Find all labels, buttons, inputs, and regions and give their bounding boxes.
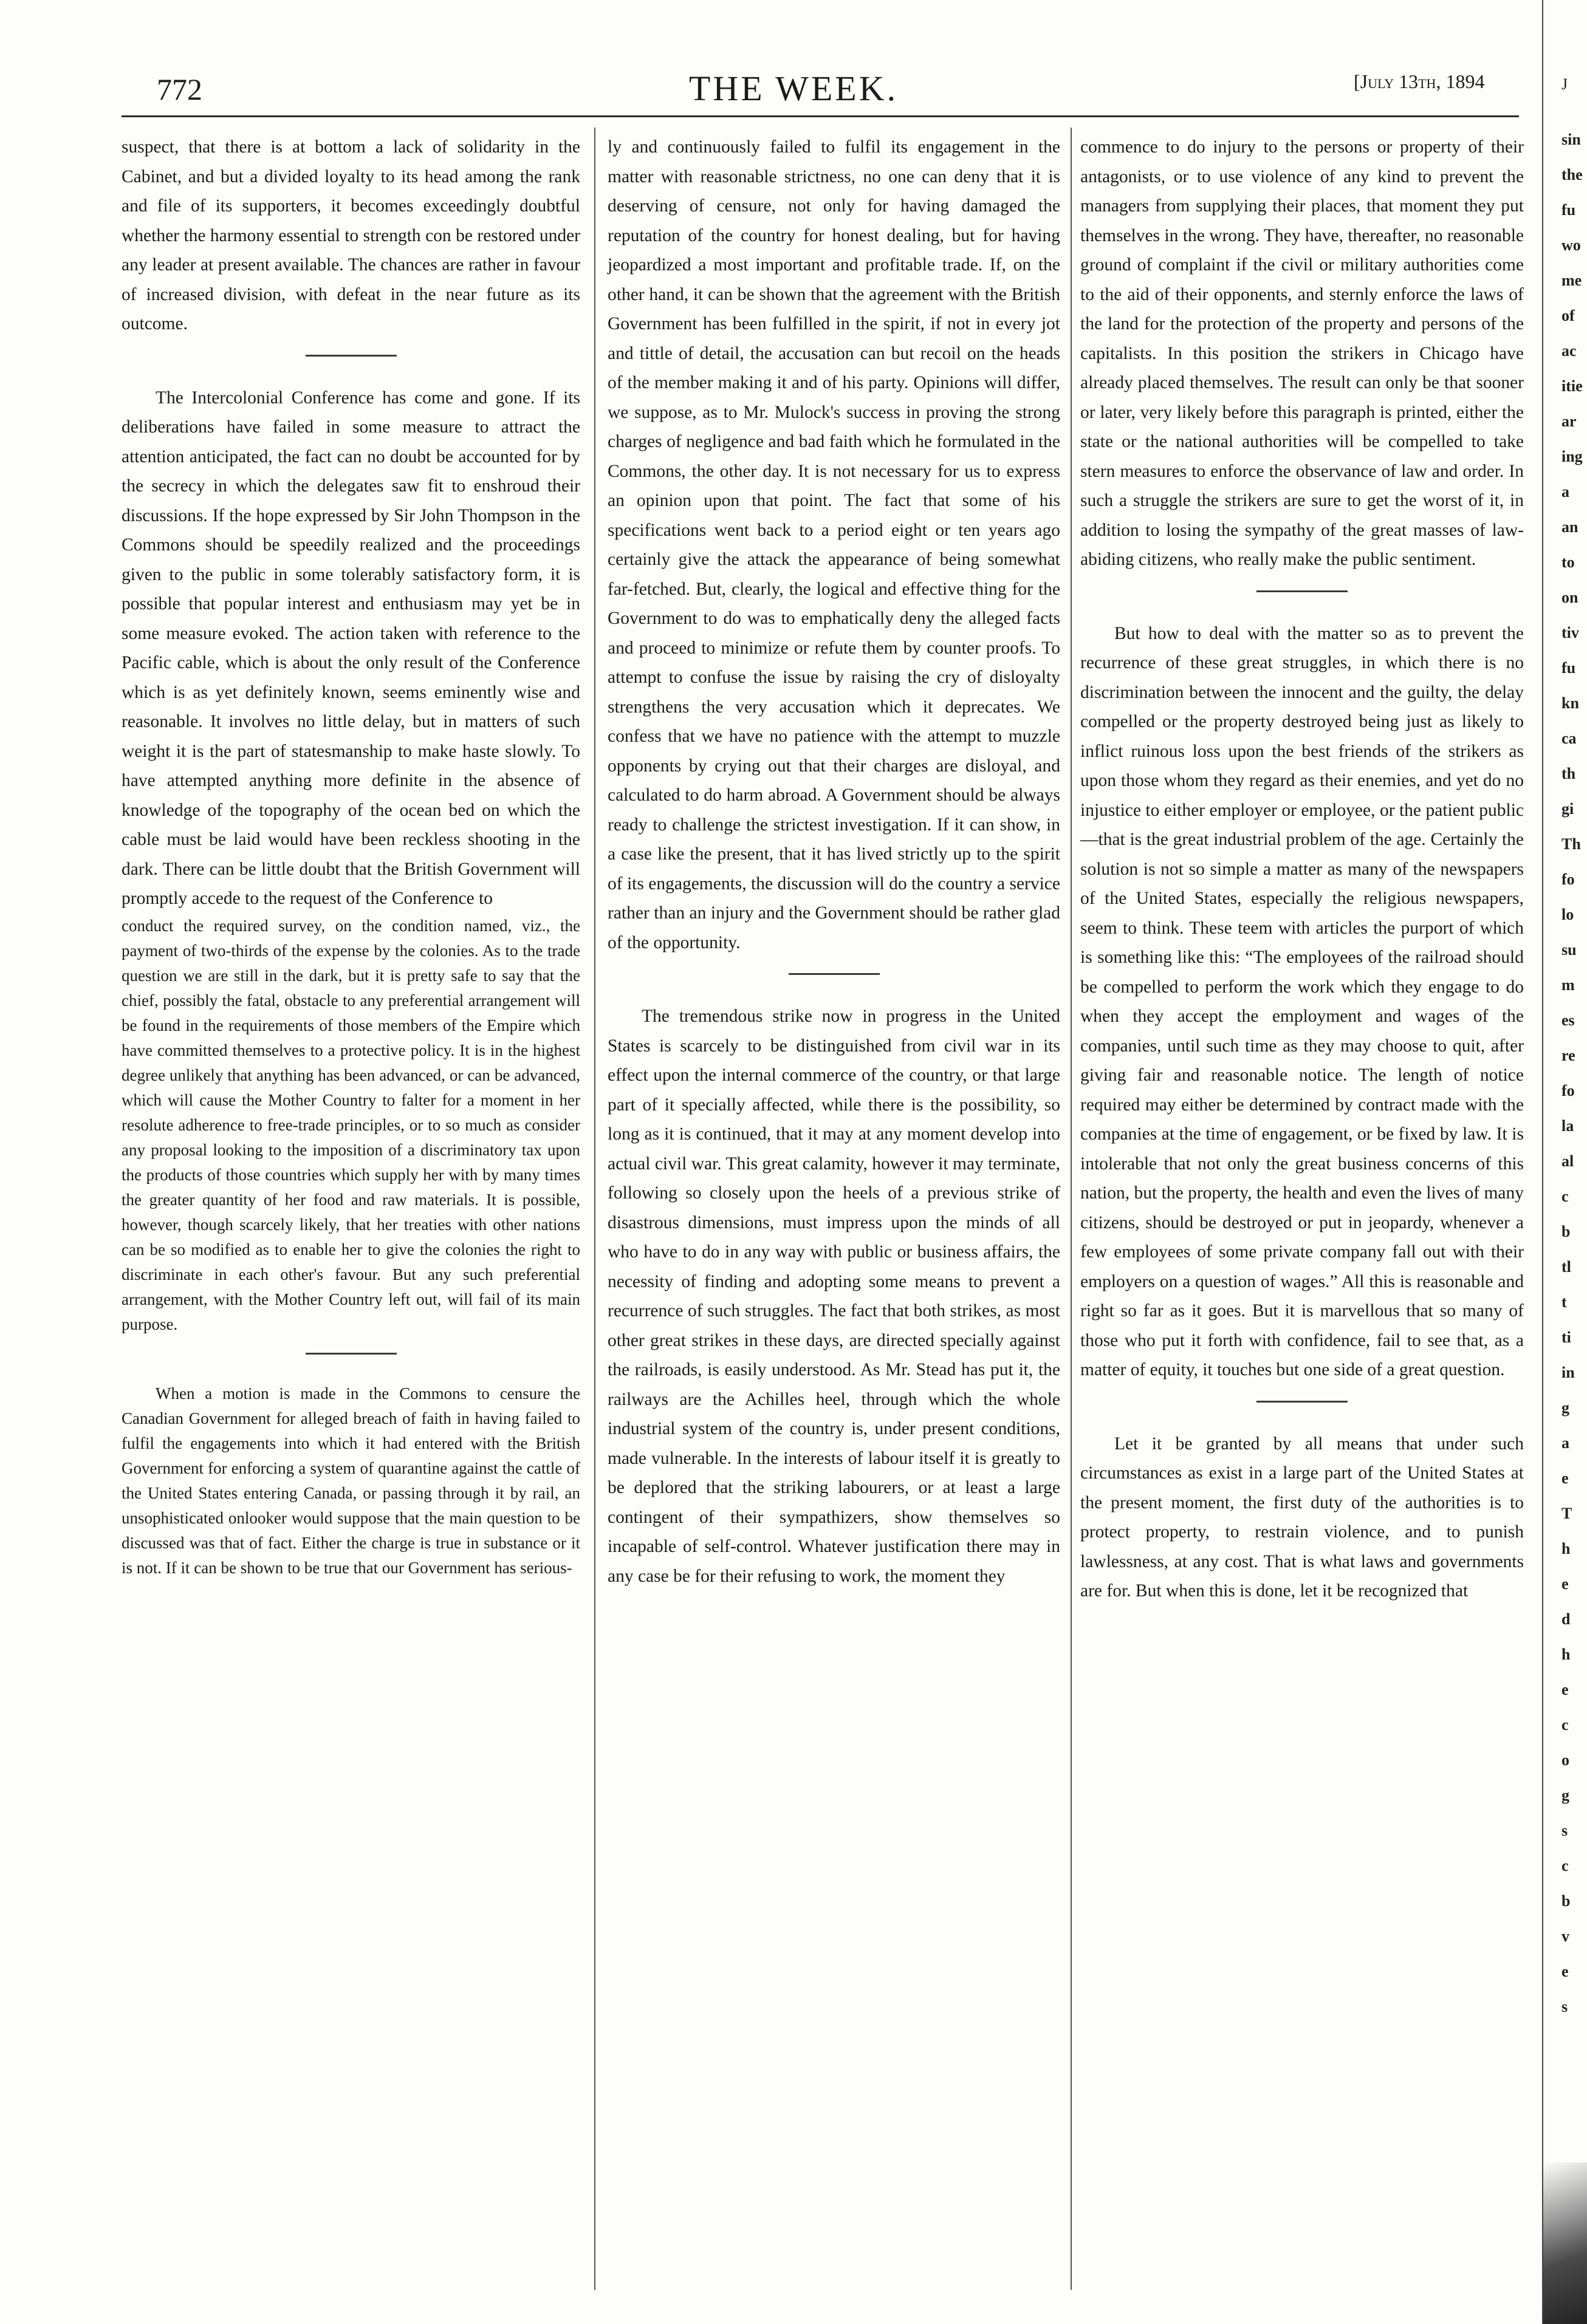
- facing-page-fragment: ar: [1561, 412, 1577, 430]
- facing-page-fragment: a: [1561, 1434, 1569, 1452]
- facing-page-fragment: Th: [1561, 835, 1581, 853]
- facing-page-fragment: d: [1561, 1610, 1571, 1628]
- facing-page-fragment: c: [1561, 1188, 1569, 1205]
- section-separator: [306, 1353, 397, 1355]
- page-curl-shadow: [1543, 2162, 1587, 2324]
- facing-page-fragment: su: [1561, 941, 1577, 959]
- paragraph: Let it be granted by all means that under such circumstances as exist in a large part of the United States at the present moment, the first duty of the authorities is to protect property, to restrain violence, and to punish lawlessness, at any cost. That is what laws and governments are for. But when this is done, let it be recognized that: [1080, 1434, 1524, 1601]
- facing-page-fragment: wo: [1561, 236, 1581, 254]
- facing-page-fragment: re: [1561, 1047, 1575, 1064]
- facing-page-fragment: sin: [1561, 131, 1581, 148]
- facing-page-fragment: ti: [1561, 1328, 1571, 1346]
- facing-page-fragment: e: [1561, 1469, 1569, 1487]
- column-divider: [1071, 128, 1072, 2290]
- paragraph: conduct the required survey, on the condition named, viz., the payment of two-thirds of the expense by the colonies. As to the trade question we are still in the dark, but it is pretty safe to say that the chief, possibly the fatal, obstacle to any preferential arrangement will be found in the requirements of those members of the Empire which have committed themselves to a protective policy. It is in the highest degree unlikely that anything has been advanced, or can be advanced, which will cause the Mother Country to falter for a moment in her resolute adherence to free-trade principles, or to so much as consider any proposal looking to the imposition of a discriminatory tax upon the products of those countries which supply her with by many times the greater quantity of her food and raw materials. It is possible, however, though scarcely likely, that her treaties with other nations can be so modified as to enable her to give the colonies the right to discriminate in each other's favour. But any such preferential arrangement, with the Mother Country left out, will fail of its main purpose.: [122, 916, 580, 1333]
- facing-page-fragment: th: [1561, 765, 1576, 782]
- facing-page-fragment: fu: [1561, 201, 1576, 219]
- facing-page-fragment: to: [1561, 553, 1575, 571]
- paragraph: ly and continuously failed to fulfil its engagement in the matter with reasonable strictness, no one can deny that it is deserving of censure, not only for having damaged the reputation of the country for honest dealing, but for having jeopardized a most important and profitable trade. If, on the other hand, it can be shown that the agreement with the British Government has been fulfilled in the spirit, if not in every jot and tittle of detail, the accusation can but recoil on the heads of the member making it and of his party. Opinions will differ, we suppose, as to Mr. Mulock's success in proving the strong charges of negligence and bad faith which he formulated in the Commons, the other day. It is not necessary for us to express an opinion upon that point. The fact that some of his specifications went back to a period eight or ten years ago certainly give the attack the appearance of being somewhat far-fetched. But, clearly, the logical and effective thing for the Government to do was to emphatically deny the alleged facts and proceed to minimize or refute them by counter proofs. To attempt to confuse the issue by raising the cry of disloyalty strengthens the very accusation which it deprecates. We confess that we have no patience with the attempt to muzzle opponents by crying out that their charges are disloyal, and calculated to do harm abroad. A Government should be always ready to challenge the strictest investigation. If it can show, in a case like the present, that it has lived strictly up to the spirit of its engagements, the discussion will do the country a service rather than an injury and the Government should be rather glad of the opportunity.: [608, 137, 1060, 952]
- paragraph: The Intercolonial Conference has come and gone. If its deliberations have failed in some measure to attract the attention anticipated, the fact can no doubt be accounted for by the secrecy in which the delegates saw fit to enshroud their discussions. If the hope expressed by Sir John Thompson in the Commons should be speedily realized and the proceedings given to the public in some tolerably satisfactory form, it is possible that popular interest and enthusiasm may yet be in some measure evoked. The action taken with reference to the Pacific cable, which is about the only result of the Conference which is as yet definitely known, seems eminently wise and reasonable. It involves no little delay, but in matters of such weight it is the part of statesmanship to make haste slowly. To have attempted anything more definite in the absence of knowledge of the topography of the ocean bed on which the cable must be laid would have been reckless shooting in the dark. There can be little doubt that the British Government will promptly accede to the request of the Conference to: [122, 388, 580, 908]
- masthead-title: THE WEEK.: [688, 69, 899, 108]
- facing-page-fragment: c: [1561, 1857, 1569, 1875]
- facing-page-fragment: fu: [1561, 659, 1576, 677]
- facing-page-fragment: es: [1561, 1011, 1575, 1029]
- column-1: [122, 132, 580, 1581]
- facing-page-fragment: s: [1561, 1998, 1568, 2015]
- facing-page-fragment: lo: [1561, 906, 1574, 923]
- facing-page-fragment: b: [1561, 1892, 1571, 1910]
- facing-page-fragment: tl: [1561, 1258, 1571, 1276]
- paragraph: The tremendous strike now in progress in the United States is scarcely to be distinguished from civil war in its effect upon the internal commerce of the country, or that large part of it specially affected, while there is the possibility, so long as it is continued, that it may at any moment develop into actual civil war. This great calamity, however it may terminate, following so closely upon the heels of a previous strike of disastrous dimensions, must impress upon the minds of all who have to do in any way with public or business affairs, the necessity of finding and adopting some means to prevent a recurrence of such struggles. The fact that both strikes, as most other great strikes in these days, are directed specially against the railroads, is easily understood. As Mr. Stead has put it, the railways are the Achilles heel, through which the whole industrial system of the country is, under present conditions, made vulnerable. In the interests of labour itself it is greatly to be deplored that the striking labourers, or at least a large contingent of their sympathizers, show themselves so incapable of self-control. Whatever justification there may in any case be for their refusing to work, the moment they: [608, 1006, 1060, 1586]
- facing-page-fragment: gi: [1561, 800, 1574, 818]
- facing-page-fragment: ac: [1561, 342, 1577, 360]
- facing-page-fragment: h: [1561, 1646, 1571, 1663]
- section-separator: [1256, 590, 1348, 592]
- section-separator: [789, 973, 880, 975]
- facing-page-fragment: kn: [1561, 694, 1579, 712]
- facing-page-fragment: s: [1561, 1822, 1568, 1839]
- facing-page-fragment: la: [1561, 1117, 1574, 1135]
- facing-page-fragment: b: [1561, 1223, 1571, 1240]
- facing-page-fragment: in: [1561, 1364, 1575, 1381]
- facing-page-fragment: e: [1561, 1963, 1569, 1980]
- facing-page-edge: [1542, 0, 1587, 2324]
- facing-page-fragment: e: [1561, 1575, 1569, 1593]
- facing-page-fragment: e: [1561, 1681, 1569, 1698]
- facing-page-fragment: al: [1561, 1152, 1574, 1170]
- facing-page-letter: J: [1561, 75, 1568, 93]
- facing-page-fragment: m: [1561, 976, 1575, 994]
- page-number: 772: [157, 72, 202, 106]
- facing-page-fragment: a: [1561, 483, 1569, 501]
- facing-page-fragment: fo: [1561, 870, 1575, 888]
- paragraph: commence to do injury to the persons or property of their antagonists, or to use violence of any kind to prevent the managers from supplying their places, that moment they put themselves in the wrong. They have, thereafter, no reasonable ground of complaint if the civil or military authorities come to the aid of their opponents, and sternly enforce the laws of the land for the protection of the property and persons of the capitalists. In this position the strikers in Chicago have already placed themselves. The result can only be that sooner or later, very likely before this paragraph is printed, either the state or the national authorities will be compelled to take stern measures to enforce the observance of law and order. In such a struggle the strikers are sure to get the worst of it, in addition to losing the sympathy of the great masses of law-abiding citizens, who really make the public sentiment.: [1080, 137, 1524, 569]
- facing-page-fragment: o: [1561, 1751, 1569, 1769]
- facing-page-fragment: c: [1561, 1716, 1569, 1734]
- facing-page-fragment: itie: [1561, 377, 1583, 395]
- facing-page-fragment: t: [1561, 1293, 1567, 1311]
- facing-page-fragment: me: [1561, 272, 1582, 289]
- header-rule: [122, 115, 1519, 117]
- column-2: [608, 132, 1060, 1591]
- facing-page-fragment: h: [1561, 1540, 1571, 1557]
- facing-page-fragment: ing: [1561, 448, 1583, 465]
- column-3: [1080, 132, 1524, 1606]
- facing-page-fragment: on: [1561, 589, 1578, 606]
- facing-page-fragment: g: [1561, 1786, 1569, 1804]
- facing-page-fragment: an: [1561, 518, 1578, 536]
- section-separator: [1256, 1401, 1348, 1403]
- column-divider: [594, 128, 595, 2290]
- facing-page-fragment: v: [1561, 1927, 1569, 1945]
- facing-page-fragment: fo: [1561, 1082, 1575, 1099]
- facing-page-fragment: the: [1561, 166, 1583, 183]
- facing-page-fragment: g: [1561, 1399, 1569, 1417]
- dateline: [July 13th, 1894: [1354, 70, 1485, 92]
- paragraph: When a motion is made in the Commons to censure the Canadian Government for alleged breach of faith in having failed to fulfil the engagements into which it had entered with the British Government for enforcing a system of quarantine against the cattle of the United States entering Canada, or passing through it by rail, an unsophisticated onlooker would suppose that the main question to be discussed was that of fact. Either the charge is true in substance or it is not. If it can be shown to be true that our Government has serious-: [122, 1384, 580, 1577]
- section-separator: [306, 355, 397, 357]
- facing-page-fragment: T: [1561, 1505, 1572, 1522]
- paragraph: suspect, that there is at bottom a lack of solidarity in the Cabinet, and but a divided loyalty to its head among the rank and file of its supporters, it becomes exceedingly doubtful whether the harmony essential to strength con be restored under any leader at present available. The chances are rather in favour of increased division, with defeat in the near future as its outcome.: [122, 137, 580, 333]
- paragraph: But how to deal with the matter so as to prevent the recurrence of these great struggles, in which there is no discrimination between the innocent and the guilty, the delay compelled or the property destroyed being just as likely to inflict ruinous loss upon the best friends of the strikers as upon those whom they regard as their enemies, and yet do no injustice to either employer or employee, or the patient public—that is the great industrial problem of the age. Certainly the solution is not so simple a matter as many of the newspapers of the United States, especially the religious newspapers, seem to think. These teem with articles the purport of which is something like this: “The employees of the railroad should be compelled to perform the work which they engage to do when they accept the employment and wages of the companies, until such time as they may choose to quit, after giving fair and reasonable notice. The length of notice required may either be determined by contract made with the companies at the time of engagement, or be fixed by law. It is intolerable that not only the great business concerns of this nation, but the property, the health and even the lives of many citizens, should be destroyed or put in jeopardy, whenever a few employees of some private company fall out with their employers on a question of wages.” All this is reasonable and right so far as it goes. But it is marvellous that so many of those who put it forth with confidence, fail to see that, as a matter of equity, it touches but one side of a great question.: [1080, 623, 1524, 1379]
- facing-page-fragment: of: [1561, 307, 1575, 324]
- facing-page-fragment: ca: [1561, 730, 1577, 747]
- facing-page-fragment: tiv: [1561, 624, 1579, 641]
